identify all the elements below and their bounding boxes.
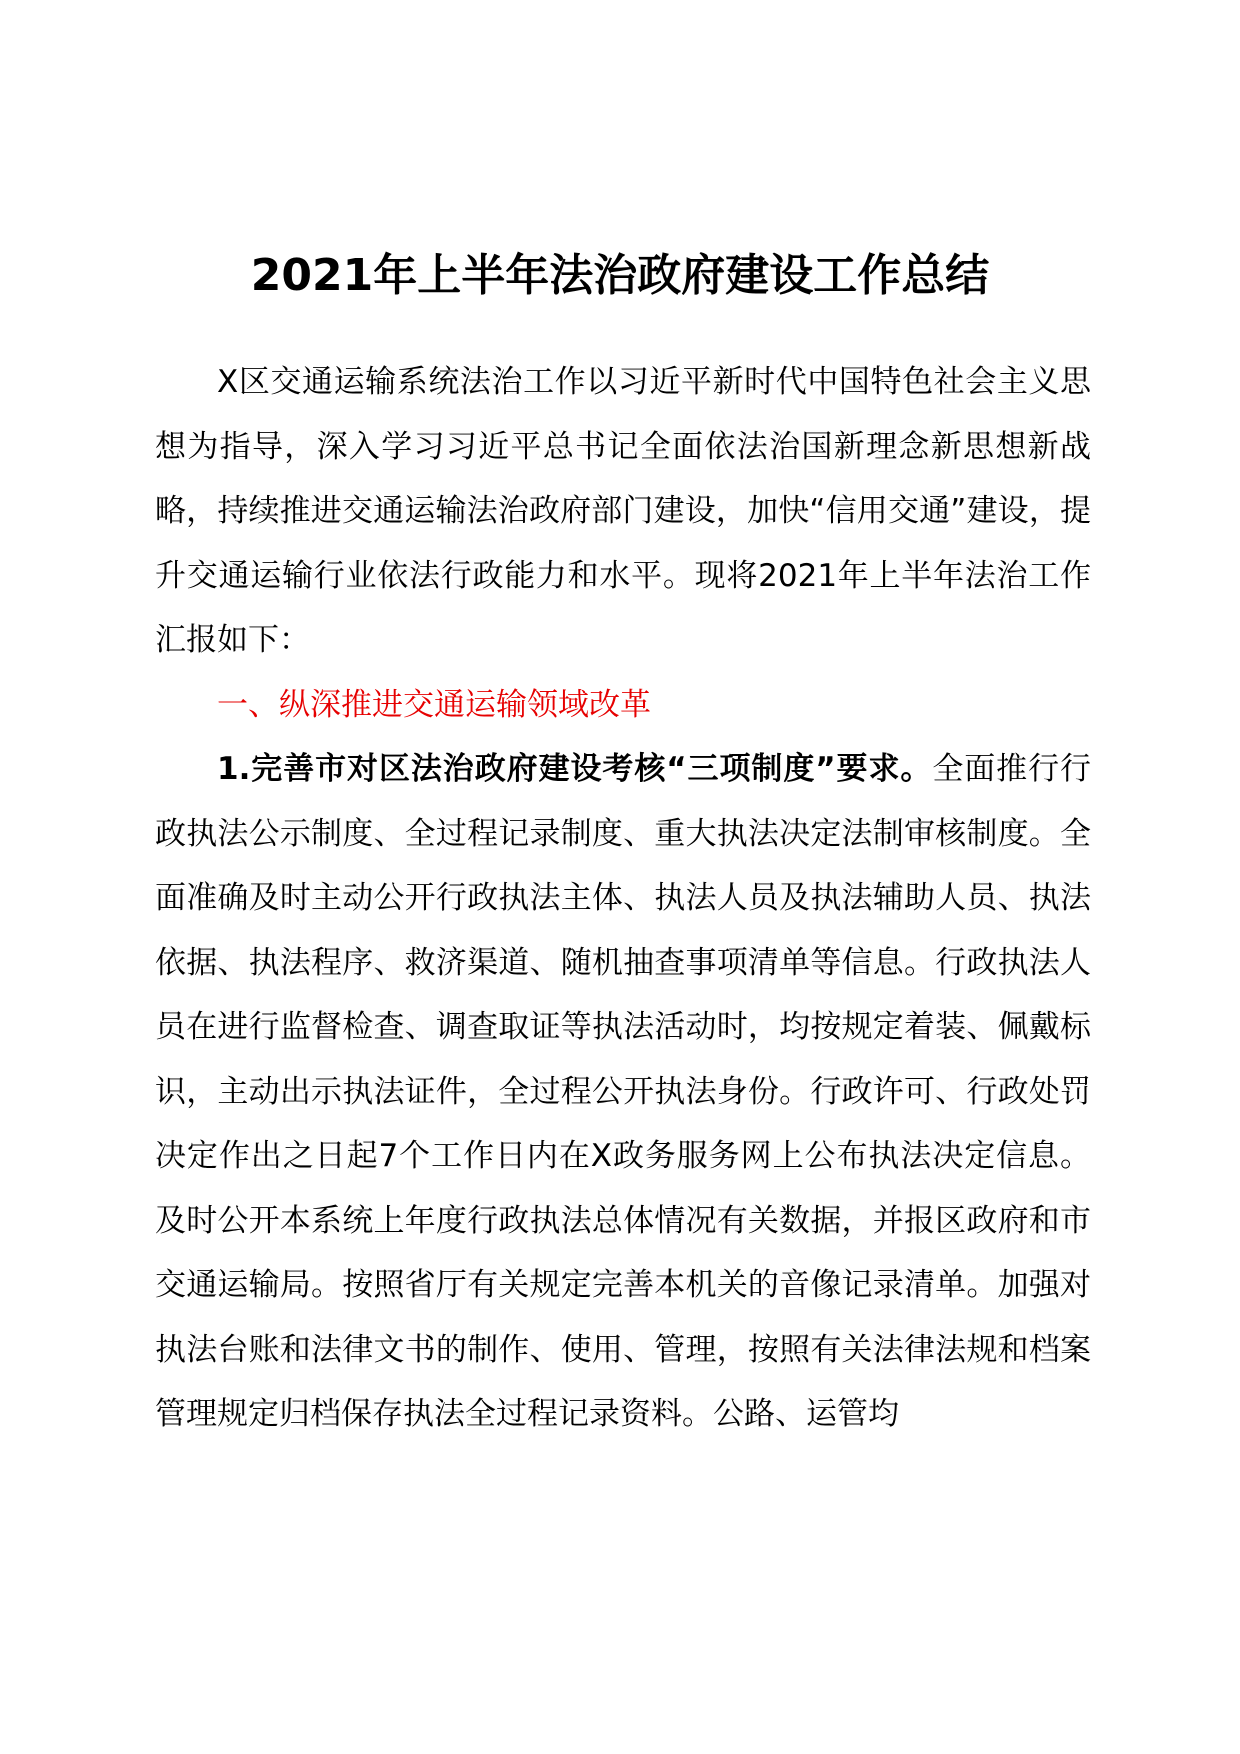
item-body-1: 全面推行行政执法公示制度、全过程记录制度、重大执法决定法制审核制度。全面准确及时主动公开行政执法主体、执法人员及执法辅助人员、执法依据、执法程序、救济渠道、随机抽查事项清单等信息。行政执法人员在进行监督检查、调查取证等执法活动时，均按规定着装、佩戴标识，主动出示执法证件，全过程公开执法身份。行政许可、行政处罚决定作出之日起7个工作日内在X政务服务网上公布执法决定信息。及时公开本系统上年度行政执法总体情况有关数据，并报区政府和市交通运输局。按照省厅有关规定完善本机关的音像记录清单。加强对执法台账和法律文书的制作、使用、管理，按照有关法律法规和档案管理规定归档保存执法全过程记录资料。公路、运管均 bbox=[155, 751, 1092, 1432]
document-body bbox=[155, 350, 1091, 1447]
document-title: 2021年上半年法治政府建设工作总结 bbox=[250, 250, 990, 301]
section-heading-1: 一、纵深推进交通运输领域改革 bbox=[217, 686, 651, 723]
intro-paragraph: X区交通运输系统法治工作以习近平新时代中国特色社会主义思想为指导，深入学习习近平总书记全面依法治国新理念新思想新战略，持续推进交通运输法治政府部门建设，加快“信用交通”建设，提升交通运输行业依法行政能力和水平。现将2021年上半年法治工作汇报如下： bbox=[155, 364, 1091, 658]
item-paragraph-1 bbox=[155, 737, 1091, 1447]
item-lead-1: 1.完善市对区法治政府建设考核“三项制度”要求。 bbox=[217, 751, 933, 787]
